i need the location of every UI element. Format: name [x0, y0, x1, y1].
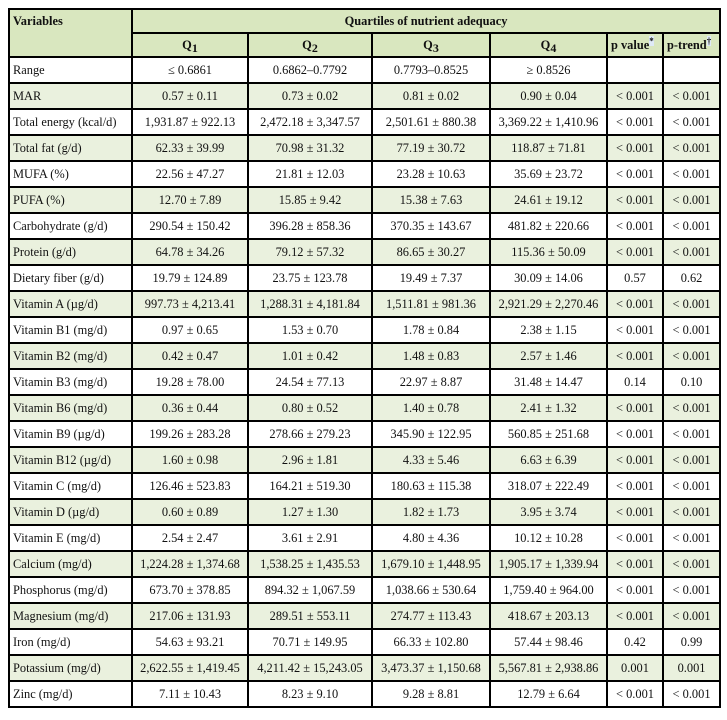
p-trend-cell — [663, 57, 720, 83]
q2-cell: 23.75 ± 123.78 — [248, 265, 372, 291]
variable-cell: Vitamin B9 (µg/d) — [9, 421, 132, 447]
p-trend-cell: < 0.001 — [663, 473, 720, 499]
p-trend-cell: < 0.001 — [663, 577, 720, 603]
nutrient-adequacy-table — [8, 8, 721, 708]
variable-cell: Total fat (g/d) — [9, 135, 132, 161]
variable-cell: Range — [9, 57, 132, 83]
q4-header: $Q_4$ — [490, 33, 607, 57]
table-row — [9, 473, 720, 499]
q1-cell: 12.70 ± 7.89 — [132, 187, 248, 213]
q1-cell: 0.42 ± 0.47 — [132, 343, 248, 369]
variable-cell: Vitamin A (µg/d) — [9, 291, 132, 317]
table-row — [9, 161, 720, 187]
q1-cell: 54.63 ± 93.21 — [132, 629, 248, 655]
q4-cell: ≥ 0.8526 — [490, 57, 607, 83]
q4-cell: 1,905.17 ± 1,339.94 — [490, 551, 607, 577]
p-value-cell: 0.42 — [607, 629, 663, 655]
q1-cell: 0.57 ± 0.11 — [132, 83, 248, 109]
q1-cell: 0.97 ± 0.65 — [132, 317, 248, 343]
table-row — [9, 343, 720, 369]
q3-cell: 1,679.10 ± 1,448.95 — [372, 551, 490, 577]
p-value-cell: < 0.001 — [607, 187, 663, 213]
p-value-cell: < 0.001 — [607, 473, 663, 499]
q4-cell: 10.12 ± 10.28 — [490, 525, 607, 551]
q2-cell: 70.98 ± 31.32 — [248, 135, 372, 161]
q3-cell: 1.82 ± 1.73 — [372, 499, 490, 525]
q3-cell: 86.65 ± 30.27 — [372, 239, 490, 265]
p-trend-footnote-mark[interactable]: † — [706, 36, 712, 46]
q2-cell: 1,288.31 ± 4,181.84 — [248, 291, 372, 317]
p-value-cell: < 0.001 — [607, 109, 663, 135]
p-value-cell: < 0.001 — [607, 317, 663, 343]
q4-cell: 2.41 ± 1.32 — [490, 395, 607, 421]
p-trend-cell: < 0.001 — [663, 83, 720, 109]
q3-cell: 345.90 ± 122.95 — [372, 421, 490, 447]
variable-cell: Zinc (mg/d) — [9, 681, 132, 707]
q1-cell: 0.60 ± 0.89 — [132, 499, 248, 525]
variable-cell: Carbohydrate (g/d) — [9, 213, 132, 239]
q4-cell: 418.67 ± 203.13 — [490, 603, 607, 629]
p-trend-cell: 0.62 — [663, 265, 720, 291]
q2-cell: 0.6862–0.7792 — [248, 57, 372, 83]
q3-cell: 1.48 ± 0.83 — [372, 343, 490, 369]
q3-cell: 1,511.81 ± 981.36 — [372, 291, 490, 317]
p-trend-cell: < 0.001 — [663, 213, 720, 239]
p-value-cell: 0.57 — [607, 265, 663, 291]
variable-cell: Vitamin B3 (mg/d) — [9, 369, 132, 395]
variable-cell: Magnesium (mg/d) — [9, 603, 132, 629]
p-trend-cell: < 0.001 — [663, 343, 720, 369]
p-trend-cell: < 0.001 — [663, 447, 720, 473]
q2-cell: 24.54 ± 77.13 — [248, 369, 372, 395]
q4-cell: 31.48 ± 14.47 — [490, 369, 607, 395]
q4-cell: 481.82 ± 220.66 — [490, 213, 607, 239]
q3-cell: 1.40 ± 0.78 — [372, 395, 490, 421]
q3-cell: 0.7793–0.8525 — [372, 57, 490, 83]
q4-cell: 24.61 ± 19.12 — [490, 187, 607, 213]
p-trend-cell: < 0.001 — [663, 187, 720, 213]
q4-cell: 0.90 ± 0.04 — [490, 83, 607, 109]
q3-cell: 274.77 ± 113.43 — [372, 603, 490, 629]
q4-cell: 3.95 ± 3.74 — [490, 499, 607, 525]
q3-cell: 370.35 ± 143.67 — [372, 213, 490, 239]
q2-cell: 1.27 ± 1.30 — [248, 499, 372, 525]
table-row — [9, 135, 720, 161]
q2-cell: 0.80 ± 0.52 — [248, 395, 372, 421]
variable-cell: MAR — [9, 83, 132, 109]
p-trend-header: p-trend† — [663, 33, 720, 57]
q4-cell: 3,369.22 ± 1,410.96 — [490, 109, 607, 135]
p-value-cell: < 0.001 — [607, 291, 663, 317]
q3-cell: 15.38 ± 7.63 — [372, 187, 490, 213]
q3-cell: 66.33 ± 102.80 — [372, 629, 490, 655]
q4-cell: 2.38 ± 1.15 — [490, 317, 607, 343]
table-row — [9, 681, 720, 707]
p-value-cell — [607, 57, 663, 83]
q1-cell: 0.36 ± 0.44 — [132, 395, 248, 421]
table-row — [9, 577, 720, 603]
variable-cell: Protein (g/d) — [9, 239, 132, 265]
p-value-cell: < 0.001 — [607, 551, 663, 577]
table-row — [9, 447, 720, 473]
table-row — [9, 317, 720, 343]
table-body — [9, 57, 720, 707]
variable-cell: PUFA (%) — [9, 187, 132, 213]
variable-cell: Vitamin E (mg/d) — [9, 525, 132, 551]
variable-cell: Iron (mg/d) — [9, 629, 132, 655]
q2-cell: 70.71 ± 149.95 — [248, 629, 372, 655]
p-value-cell: < 0.001 — [607, 135, 663, 161]
q1-cell: 217.06 ± 131.93 — [132, 603, 248, 629]
q3-cell: 9.28 ± 8.81 — [372, 681, 490, 707]
p-value-cell: < 0.001 — [607, 681, 663, 707]
p-value-cell: < 0.001 — [607, 577, 663, 603]
q3-header: $Q_3$ — [372, 33, 490, 57]
table-row — [9, 551, 720, 577]
variable-cell: Vitamin B6 (mg/d) — [9, 395, 132, 421]
q2-cell: 1.01 ± 0.42 — [248, 343, 372, 369]
p-value-cell: 0.14 — [607, 369, 663, 395]
table-row — [9, 499, 720, 525]
q1-cell: 2,622.55 ± 1,419.45 — [132, 655, 248, 681]
p-trend-cell: < 0.001 — [663, 499, 720, 525]
q1-cell: 19.79 ± 124.89 — [132, 265, 248, 291]
q4-cell: 560.85 ± 251.68 — [490, 421, 607, 447]
q1-cell: 1,224.28 ± 1,374.68 — [132, 551, 248, 577]
p-value-cell: < 0.001 — [607, 447, 663, 473]
table-row — [9, 603, 720, 629]
p-trend-cell: < 0.001 — [663, 603, 720, 629]
variable-cell: Dietary fiber (g/d) — [9, 265, 132, 291]
q2-cell: 278.66 ± 279.23 — [248, 421, 372, 447]
q2-cell: 21.81 ± 12.03 — [248, 161, 372, 187]
q1-cell: 2.54 ± 2.47 — [132, 525, 248, 551]
q1-cell: 997.73 ± 4,213.41 — [132, 291, 248, 317]
q4-cell: 30.09 ± 14.06 — [490, 265, 607, 291]
q2-cell: 1,538.25 ± 1,435.53 — [248, 551, 372, 577]
q2-cell: 1.53 ± 0.70 — [248, 317, 372, 343]
q3-cell: 1,038.66 ± 530.64 — [372, 577, 490, 603]
q2-header: $Q_2$ — [248, 33, 372, 57]
variable-cell: Phosphorus (mg/d) — [9, 577, 132, 603]
p-trend-cell: < 0.001 — [663, 161, 720, 187]
q3-cell: 1.78 ± 0.84 — [372, 317, 490, 343]
q2-cell: 894.32 ± 1,067.59 — [248, 577, 372, 603]
q3-cell: 2,501.61 ± 880.38 — [372, 109, 490, 135]
p-trend-cell: < 0.001 — [663, 135, 720, 161]
q2-cell: 0.73 ± 0.02 — [248, 83, 372, 109]
q1-cell: 126.46 ± 523.83 — [132, 473, 248, 499]
q4-cell: 2.57 ± 1.46 — [490, 343, 607, 369]
table-row — [9, 187, 720, 213]
q2-cell: 8.23 ± 9.10 — [248, 681, 372, 707]
q4-cell: 1,759.40 ± 964.00 — [490, 577, 607, 603]
q1-cell: 22.56 ± 47.27 — [132, 161, 248, 187]
q2-cell: 2,472.18 ± 3,347.57 — [248, 109, 372, 135]
q1-cell: 1.60 ± 0.98 — [132, 447, 248, 473]
variable-cell: Total energy (kcal/d) — [9, 109, 132, 135]
q3-cell: 4.80 ± 4.36 — [372, 525, 490, 551]
p-value-cell: < 0.001 — [607, 213, 663, 239]
q1-cell: 62.33 ± 39.99 — [132, 135, 248, 161]
q1-cell: 64.78 ± 34.26 — [132, 239, 248, 265]
table-row — [9, 655, 720, 681]
table-row — [9, 369, 720, 395]
q4-cell: 118.87 ± 71.81 — [490, 135, 607, 161]
q3-cell: 180.63 ± 115.38 — [372, 473, 490, 499]
q1-cell: 1,931.87 ± 922.13 — [132, 109, 248, 135]
q4-cell: 115.36 ± 50.09 — [490, 239, 607, 265]
q2-cell: 164.21 ± 519.30 — [248, 473, 372, 499]
p-value-header: p value* — [607, 33, 663, 57]
p-trend-cell: < 0.001 — [663, 109, 720, 135]
p-value-cell: 0.001 — [607, 655, 663, 681]
variable-cell: MUFA (%) — [9, 161, 132, 187]
q1-header: $Q_1$ — [132, 33, 248, 57]
variable-cell: Calcium (mg/d) — [9, 551, 132, 577]
q4-cell: 12.79 ± 6.64 — [490, 681, 607, 707]
q2-cell: 396.28 ± 858.36 — [248, 213, 372, 239]
p-value-footnote-mark[interactable]: * — [649, 36, 654, 46]
variable-cell: Vitamin B12 (µg/d) — [9, 447, 132, 473]
q4-cell: 5,567.81 ± 2,938.86 — [490, 655, 607, 681]
p-value-cell: < 0.001 — [607, 421, 663, 447]
p-trend-cell: < 0.001 — [663, 681, 720, 707]
p-value-cell: < 0.001 — [607, 239, 663, 265]
p-value-cell: < 0.001 — [607, 603, 663, 629]
q3-cell: 77.19 ± 30.72 — [372, 135, 490, 161]
q2-cell: 3.61 ± 2.91 — [248, 525, 372, 551]
q2-cell: 289.51 ± 553.11 — [248, 603, 372, 629]
q3-cell: 22.97 ± 8.87 — [372, 369, 490, 395]
table-row — [9, 213, 720, 239]
q1-cell: 19.28 ± 78.00 — [132, 369, 248, 395]
table-row — [9, 291, 720, 317]
variable-cell: Potassium (mg/d) — [9, 655, 132, 681]
table-row — [9, 395, 720, 421]
q3-cell: 3,473.37 ± 1,150.68 — [372, 655, 490, 681]
q2-cell: 79.12 ± 57.32 — [248, 239, 372, 265]
p-value-cell: < 0.001 — [607, 83, 663, 109]
q4-cell: 2,921.29 ± 2,270.46 — [490, 291, 607, 317]
q4-cell: 57.44 ± 98.46 — [490, 629, 607, 655]
table-row — [9, 265, 720, 291]
q1-cell: 199.26 ± 283.28 — [132, 421, 248, 447]
table-row — [9, 57, 720, 83]
table-row — [9, 109, 720, 135]
variable-cell: Vitamin D (µg/d) — [9, 499, 132, 525]
variable-cell: Vitamin B2 (mg/d) — [9, 343, 132, 369]
table-row — [9, 83, 720, 109]
q3-cell: 19.49 ± 7.37 — [372, 265, 490, 291]
table-row — [9, 421, 720, 447]
p-trend-cell: 0.001 — [663, 655, 720, 681]
p-value-cell: < 0.001 — [607, 525, 663, 551]
table-row — [9, 629, 720, 655]
p-trend-cell: < 0.001 — [663, 291, 720, 317]
p-trend-cell: < 0.001 — [663, 317, 720, 343]
q4-cell: 35.69 ± 23.72 — [490, 161, 607, 187]
q1-cell: 290.54 ± 150.42 — [132, 213, 248, 239]
p-trend-cell: 0.10 — [663, 369, 720, 395]
quartiles-group-header: Quartiles of nutrient adequacy — [132, 9, 720, 33]
variables-header: Variables — [9, 9, 132, 57]
q3-cell: 0.81 ± 0.02 — [372, 83, 490, 109]
q3-cell: 4.33 ± 5.46 — [372, 447, 490, 473]
p-value-cell: < 0.001 — [607, 343, 663, 369]
q1-cell: ≤ 0.6861 — [132, 57, 248, 83]
p-trend-cell: < 0.001 — [663, 551, 720, 577]
q1-cell: 7.11 ± 10.43 — [132, 681, 248, 707]
p-trend-cell: < 0.001 — [663, 421, 720, 447]
p-trend-cell: < 0.001 — [663, 525, 720, 551]
variable-cell: Vitamin C (mg/d) — [9, 473, 132, 499]
p-trend-cell: 0.99 — [663, 629, 720, 655]
q2-cell: 4,211.42 ± 15,243.05 — [248, 655, 372, 681]
q2-cell: 2.96 ± 1.81 — [248, 447, 372, 473]
q3-cell: 23.28 ± 10.63 — [372, 161, 490, 187]
variable-cell: Vitamin B1 (mg/d) — [9, 317, 132, 343]
p-value-cell: < 0.001 — [607, 161, 663, 187]
q4-cell: 6.63 ± 6.39 — [490, 447, 607, 473]
p-value-cell: < 0.001 — [607, 395, 663, 421]
table-row — [9, 239, 720, 265]
q2-cell: 15.85 ± 9.42 — [248, 187, 372, 213]
p-value-cell: < 0.001 — [607, 499, 663, 525]
table-row — [9, 525, 720, 551]
p-trend-cell: < 0.001 — [663, 395, 720, 421]
q4-cell: 318.07 ± 222.49 — [490, 473, 607, 499]
q1-cell: 673.70 ± 378.85 — [132, 577, 248, 603]
p-trend-cell: < 0.001 — [663, 239, 720, 265]
